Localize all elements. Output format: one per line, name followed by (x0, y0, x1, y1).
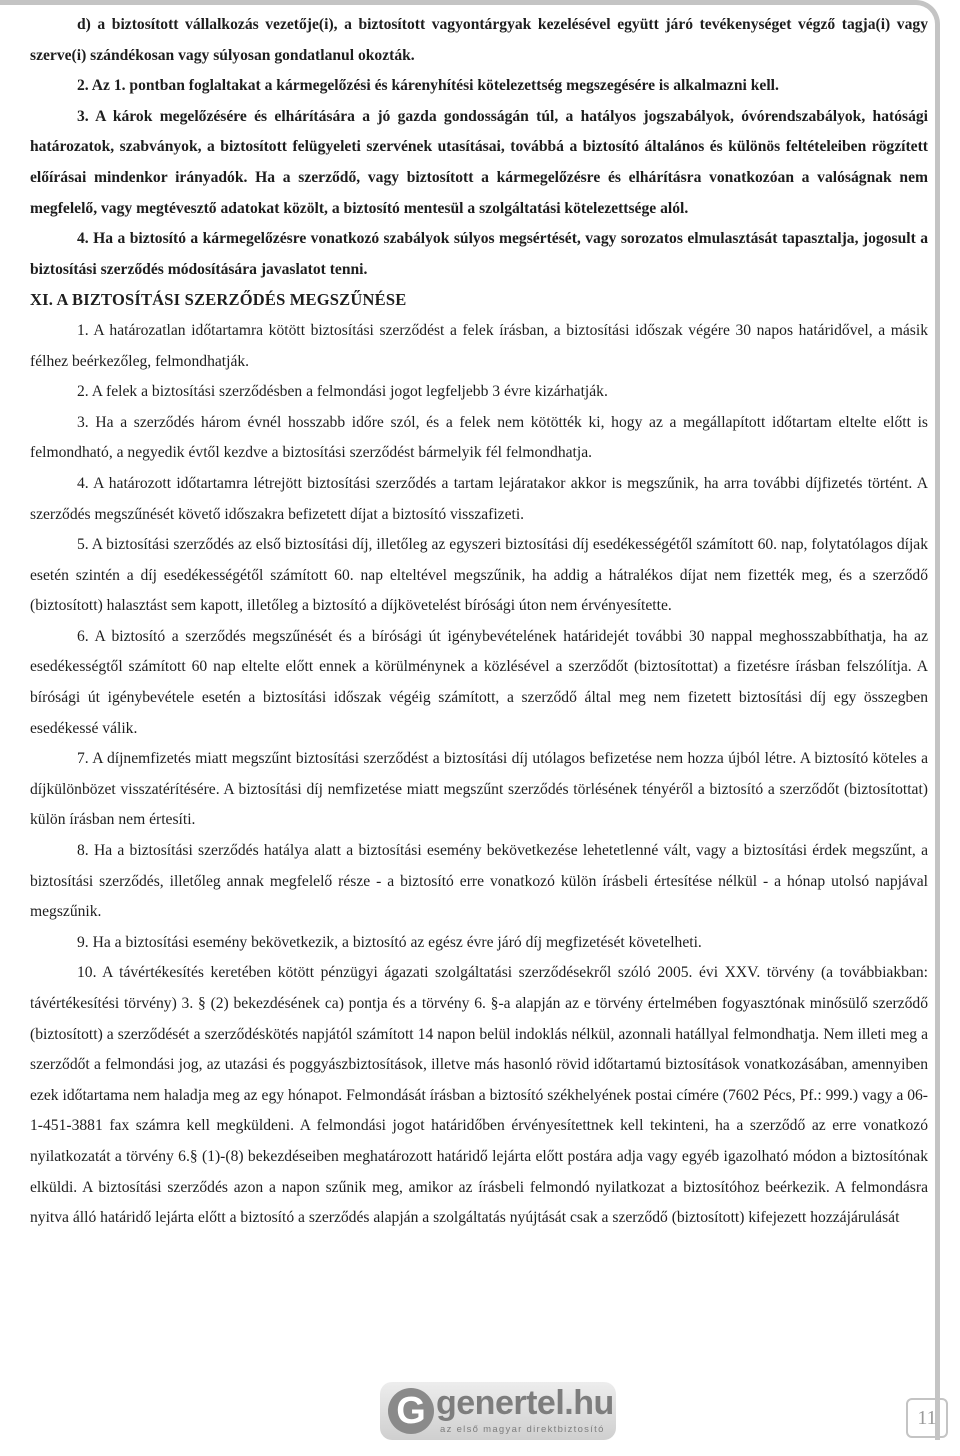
section-paragraph-7: 7. A díjnemfizetés miatt megszűnt biztosítási szerződést a biztosítási díj utólagos befizetése nem hozza újból létre. A biztosító köteles a díjkülönbözet visszatérítésére. A biztosítási díj nemfizetése miatt megszűnt szerződés törlésének tényéről a biztosító a szerződőt (biztosítottat) külön írásban nem értesíti. (30, 750, 928, 829)
section-heading: XI. A BIZTOSÍTÁSI SZERZŐDÉS MEGSZŰNÉSE (30, 290, 407, 310)
genertel-logo (380, 1382, 616, 1440)
logo-tagline: az első magyar direktbiztosító (440, 1424, 605, 1435)
section-paragraph-9: 9. Ha a biztosítási esemény bekövetkezik, a biztosító az egész évre járó díj megfizetését követelheti. (77, 933, 702, 951)
paragraph-2: 2. Az 1. pontban foglaltakat a kármegelőzési és kárenyhítési kötelezettség megszegésére is alkalmazni kell. (77, 77, 779, 95)
paragraph-d: d) a biztosított vállalkozás vezetője(i), a biztosított vagyontárgyak kezelésével együtt járó tevékenységet végző tagja(i) vagy szerve(i) szándékosan vagy súlyosan gondatlanul okozták. (30, 16, 928, 64)
paragraph-4: 4. Ha a biztosító a kármegelőzésre vonatkozó szabályok súlyos megsértését, vagy sorozatos elmulasztását tapasztalja, jogosult a biztosítási szerződés módosítására javaslatot tenni. (30, 230, 928, 278)
section-paragraphs (30, 316, 928, 1234)
section-paragraph-5: 5. A biztosítási szerződés az első biztosítási díj, illetőleg az egyszeri biztosítási díj esedékességétől számított 60. nap, folytatólagos díjak esetén szintén a díj esedékességétől számított 60. nap elteltével megszűnik, ha addig a hátralékos díjat nem fizették meg, és a szerződő (biztosított) halasztást sem kapott, illetőleg a biztosító a díjkövetelést bírósági úton nem érvényesítette. (30, 536, 928, 615)
paragraph-3: 3. A károk megelőzésére és elhárítására a jó gazda gondosságán túl, a hatályos jogszabályok, óvórendszabályok, hatósági határozatok, szabványok, a biztosított felügyeleti szervének utasításai, továbbá a biztosító általános és különös feltételeiben rögzített előírásai mindenkor irányadók. Ha a szerződő, vagy biztosított a kármegelőzésre és elhárításra vonatkozóan a valóságnak nem megfelelő, vagy megtévesztő adatokat közölt, a biztosító mentesül a szolgáltatási kötelezettsége alól. (30, 107, 928, 217)
section-paragraph-10: 10. A távértékesítés keretében kötött pénzügyi ágazati szolgáltatási szerződésekről szóló 2005. évi XXV. törvény (a továbbiakban: távértékesítési törvény) 3. § (2) bekezdésének ca) pontja és a törvény 6. §-a alapján az e törvény értelmében fogyasztónak minősülő szerződő (biztosított) a szerződését a szerződéskötés napjától számított 14 napon belül indoklás nélkül, azonnali hatállyal felmondhatja. Nem illeti meg a szerződőt a felmondási jog, az utazási és poggyászbiztosítások, illetve más hasonló rövid időtartamú biztosítások vonatkozásában, amennyiben ezek időtartama nem haladja meg az egy hónapot. Felmondását írásban a biztosító székhelyének postai címére (7602 Pécs, Pf.: 999.) vagy a 06-1-451-3881 fax számra kell megküldeni. A felmondási jogot határidőben érvényesítettnek kell tekinteni, ha a szerződő az erre vonatkozó nyilatkozatát a törvény 6.§ (1)-(8) bekezdéseiben meghatározott határidő lejárta előtt postára adja vagy egyéb igazolható módon a biztosítónak elküldi. A biztosítási szerződés azon a napon szűnik meg, amikor az írásbeli felmondó nyilatkozat a biztosítóhoz beérkezik. A felmondásra nyitva álló határidő lejárta előtt a biztosító a szerződés alapján a szolgáltatás nyújtását csak a szerződő (biztosított) kifejezett hozzájárulását (30, 964, 928, 1227)
section-paragraph-4: 4. A határozott időtartamra létrejött biztosítási szerződés a tartam lejáratakor akkor is megszűnik, ha arra további díjfizetés történt. A szerződés megszűnését követő időszakra befizetett díjat a biztosító visszafizeti. (30, 474, 928, 523)
section-paragraph-3: 3. Ha a szerződés három évnél hosszabb időre szól, és a felek nem kötötték ki, hogy az a megállapított időtartam eltelte előtt is felmondható, a negyedik évtől kezdve a biztosítási szerződést bármelyik fél felmondhatja. (30, 413, 928, 462)
logo-mark-icon: G (388, 1388, 434, 1434)
logo-name: genertel.hu (436, 1384, 614, 1422)
section-paragraph-6: 6. A biztosító a szerződés megszűnését és a bírósági út igénybevételének határidejét további 30 nappal meghosszabbíthatja, ha az esedékességtől számított 60 nap eltelte előtt ennek a körülménynek a közlésével a szerződőt (biztosítottat) a fizetésre írásban felszólítja. A bírósági út igénybevétele esetén a biztosítási időszak végéig számított, a szerződő által meg nem fizetett biztosítási díj egy összegben esedékessé válik. (30, 627, 928, 737)
section-paragraph-2: 2. A felek a biztosítási szerződésben a felmondási jogot legfeljebb 3 évre kizárhatják. (77, 383, 608, 401)
document-body (30, 10, 928, 1234)
page-number: 11 (906, 1398, 948, 1438)
section-paragraph-8: 8. Ha a biztosítási szerződés hatálya alatt a biztosítási esemény bekövetkezése lehetetlenné vált, vagy a biztosítási érdek megszűnt, a biztosítási szerződés, illetőleg annak megfelelő része - a biztosító erre vonatkozó külön írásbeli értesítése nélkül - a hónap utolsó napjával megszűnik. (30, 842, 928, 921)
bold-section (30, 10, 928, 285)
section-paragraph-1: 1. A határozatlan időtartamra kötött biztosítási szerződést a felek írásban, a biztosítási időszak végére 30 napos határidővel, a másik félhez beérkezőleg, felmondhatják. (30, 321, 928, 370)
